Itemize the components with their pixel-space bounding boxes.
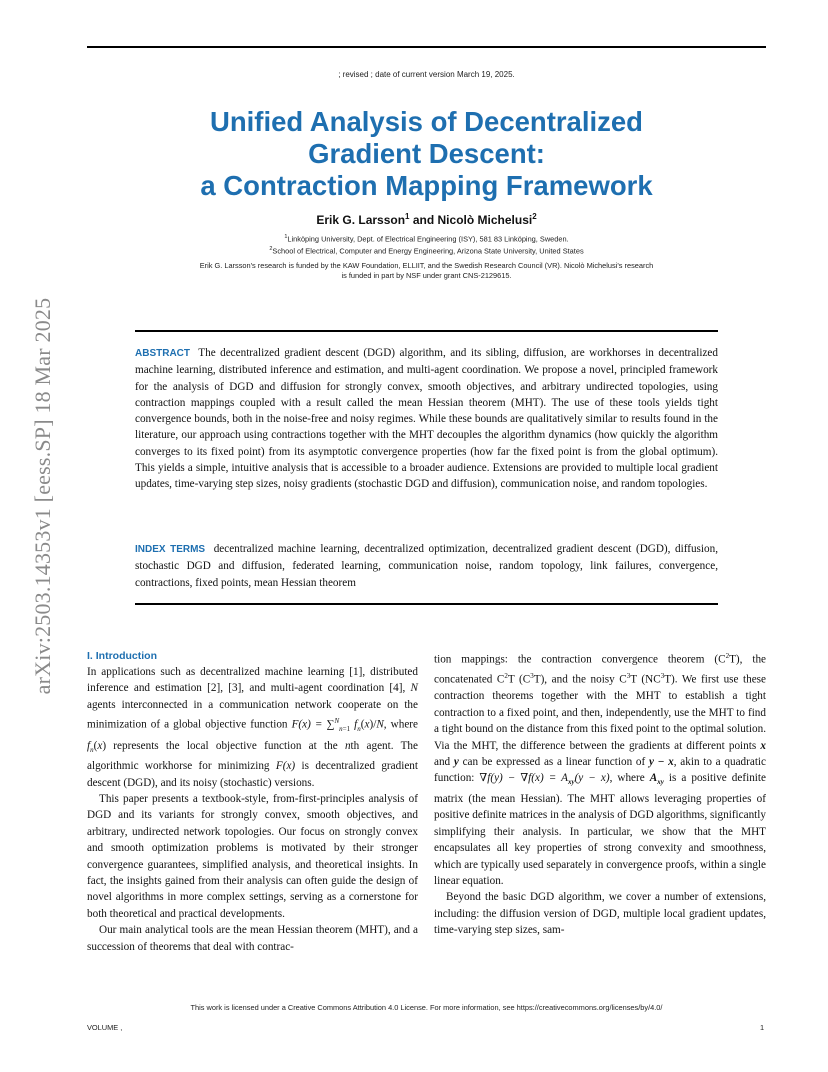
affiliation-text: Linköping University, Dept. of Electrical Engineering (ISY), 581 83 Linköping, Sweden. [287, 234, 569, 244]
abstract-rule-bottom [135, 603, 718, 605]
affiliation-line [87, 232, 766, 244]
author-conjunction: and [409, 213, 438, 227]
author-line [87, 212, 766, 227]
author-name: Erik G. Larsson [316, 213, 406, 227]
affiliations [87, 232, 766, 257]
funding-line: is funded in part by NSF under grant CNS-2129615. [341, 271, 512, 280]
abstract-label: ABSTRACT [135, 348, 190, 359]
index-terms-block [135, 541, 718, 591]
intro-paragraph: Beyond the basic DGD algorithm, we cover a number of extensions, including: the diffusion version of DGD, multiple local gradient updates, time-varying step sizes, sam- [434, 891, 766, 937]
funding-line: Erik G. Larsson's research is funded by the KAW Foundation, ELLIIT, and the Swedish Research Council (VR). Nicolò Michelusi's research [199, 261, 654, 270]
abstract-block [135, 345, 718, 493]
paper-title [87, 106, 766, 202]
left-column [87, 648, 418, 955]
intro-paragraph: In applications such as decentralized machine learning [1], distributed inference and estimation [2], [3], and multi-agent coordination [4], N agents interconnected in a communication network cooperate on the minimization of a global objective function F(x) = ∑$^N_{n=1}$ $f_n(x)/N$, where $f_n(x)$ represents the local objective function at the nth agent. The algorithmic workhorse for minimizing F(x) is decentralized gradient descent (DGD), and its noisy (stochastic) versions. [87, 666, 418, 789]
affiliation-text: School of Electrical, Computer and Energy Engineering, Arizona State University, United States [272, 246, 584, 256]
revised-date-line: ; revised ; date of current version March 19, 2025. [338, 70, 515, 79]
intro-paragraph: This paper presents a textbook-style, from-first-principles analysis of DGD and its variants for strongly convex, smooth objectives, and arbitrary, undirected network topologies. Our focus on strongly convex and smooth optimization problems is motivated by their stronger convergence guarantees, simplified analysis, and theoretical insights. In fact, the insights gained from their analysis can often guide the design of novel algorithms in more complex settings, serving as a cornerstone for both theoretical and practical developments. [87, 793, 418, 920]
affiliation-line [87, 244, 766, 256]
abstract-text: The decentralized gradient descent (DGD) algorithm, and its sibling, diffusion, are workhorses in decentralized machine learning, distributed inference and estimation, and multi-agent coordination. We propose a novel, principled framework for the analysis of DGD and diffusion for strongly convex, smooth objectives, and arbitrary undirected topologies, using contraction mappings coupled with a result called the mean Hessian theorem (MHT). The use of these tools yields tight convergence bounds, both in the noise-free and noisy regimes. While these bounds are qualitatively similar to results found in the literature, our approach using contractions together with the MHT decouples the algorithm dynamics (how quickly the algorithm converges to its fixed point) from its asymptotic convergence properties (how far the fixed point is from the global optimum). This yields a simple, intuitive analysis that is accessible to a broader audience. Extensions are provided to multiple local gradient updates, time-varying step sizes, noisy gradients (stochastic DGD and diffusion), communication noise, and random topologies. [135, 347, 718, 491]
funding-note [87, 261, 766, 281]
title-line: Unified Analysis of Decentralized [210, 106, 643, 137]
intro-paragraph: tion mappings: the contraction convergence theorem $(C^2T)$, the concatenated $C^2T$ $(C^3T)$, and the noisy $C^3T$ $(NC^3T)$. We first use these contraction theorems together with the MHT to establish a tight contraction to a fixed point, and then, independently, use the MHT to find a tight bound on the distance from this fixed point to the optimal solution. Via the MHT, the difference between the gradients at different points x and y can be expressed as a linear function of y − x, akin to a quadratic function: $\nabla f(y) - \nabla f(x) = A_{xy}(y - x)$, where $A_{xy}$ is a positive definite matrix (the mean Hessian). The MHT allows leveraging properties of positive definite matrices in the analysis of DGD algorithms, significantly simplifying their analysis. In particular, we show that the MHT encapsulates all key properties of strong convexity and smoothness, which are typically used separately in convergence proofs, within a single linear equation. [434, 652, 767, 887]
intro-paragraph: Our main analytical tools are the mean Hessian theorem (MHT), and a succession of theorems that deal with contrac- [87, 924, 418, 953]
index-terms-label: INDEX TERMS [135, 544, 206, 555]
section-heading: I. Introduction [87, 650, 157, 662]
volume-footer: VOLUME , [87, 1023, 123, 1032]
title-line: Gradient Descent: [308, 138, 545, 169]
title-line: a Contraction Mapping Framework [200, 170, 653, 201]
affil-mark: 2 [269, 246, 273, 253]
arxiv-identifier-sidebar[interactable]: arXiv:2503.14353v1 [eess.SP] 18 Mar 2025 [30, 297, 55, 695]
right-column [434, 648, 766, 939]
page-number: 1 [760, 1023, 765, 1032]
author-name: Nicolò Michelusi [437, 213, 533, 227]
affil-mark: 1 [284, 234, 288, 240]
index-terms-text: decentralized machine learning, decentralized optimization, decentralized gradient descent (DGD), diffusion, stochastic DGD and diffusion, federated learning, communication noise, random topology, link failures, convergence, contractions, fixed points, mean Hessian theorem [135, 543, 719, 589]
top-rule [87, 46, 766, 48]
license-note[interactable]: This work is licensed under a Creative Commons Attribution 4.0 License. For more information, see https://creativecommons.org/licenses/by/4.0/ [190, 1003, 663, 1012]
author-affil-mark: 2 [532, 212, 537, 221]
author-affil-mark: 1 [405, 212, 410, 221]
abstract-rule-top [135, 330, 718, 332]
